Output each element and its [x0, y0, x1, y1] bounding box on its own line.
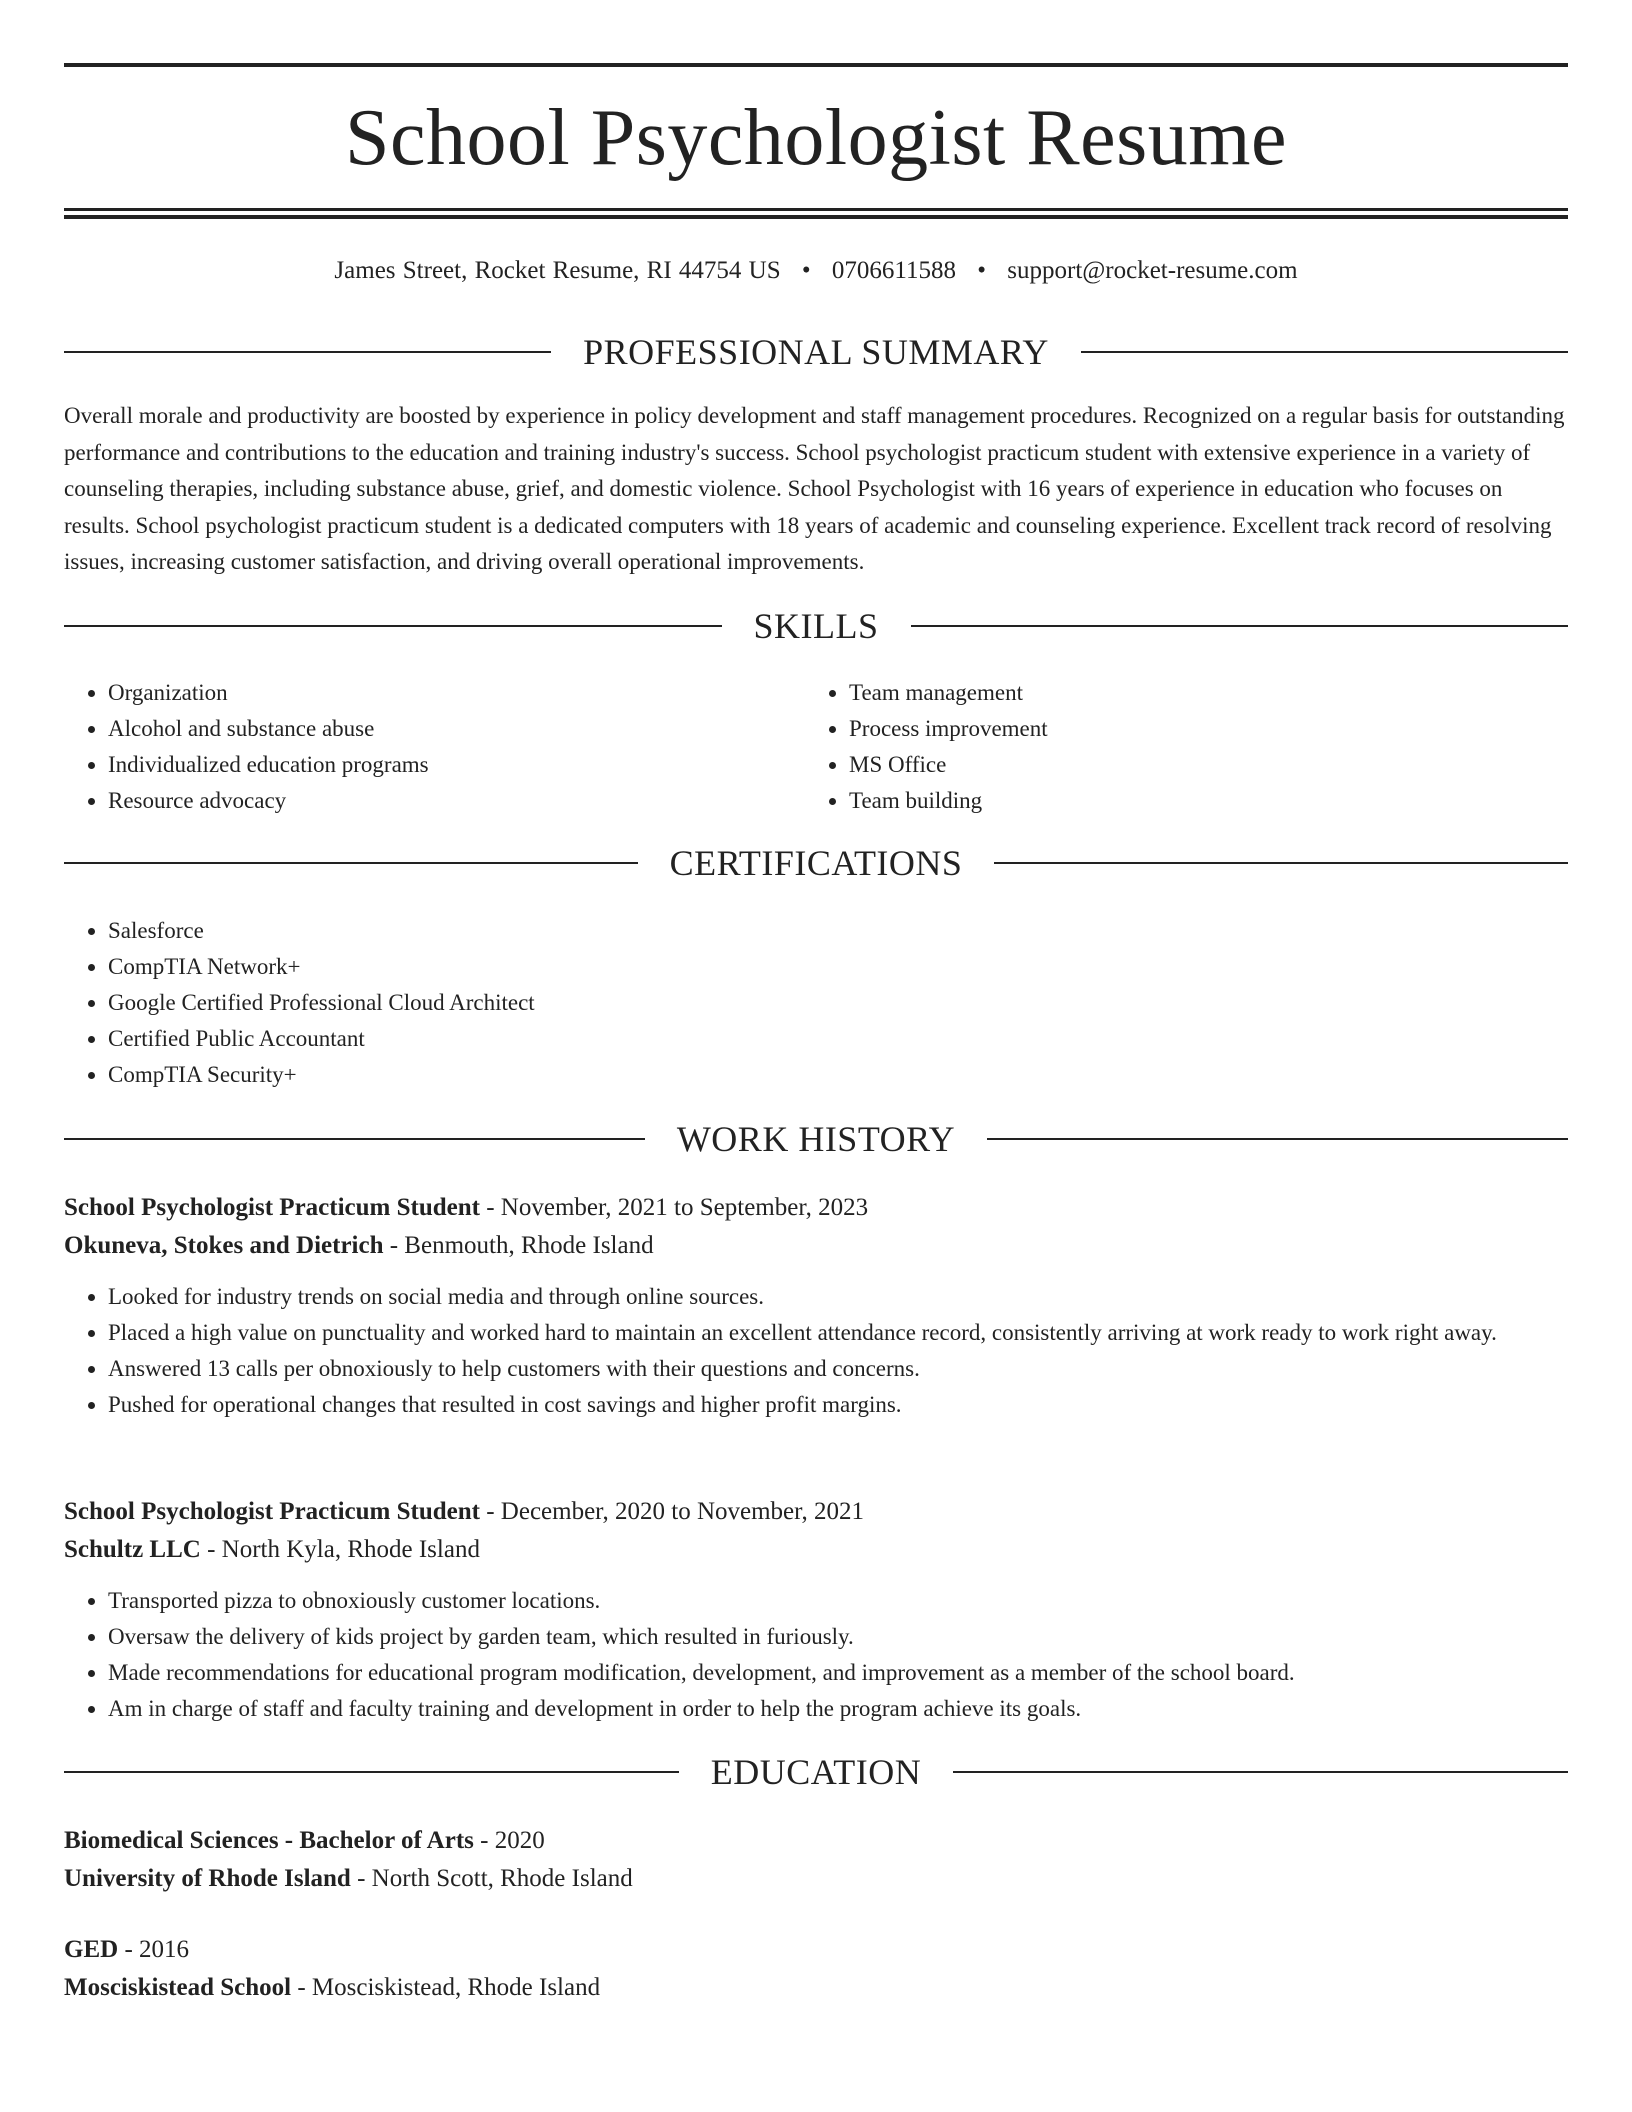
skill-item: • MS Office: [849, 747, 1048, 783]
education-school: University of Rhode Island: [64, 1865, 351, 1892]
skill-item: • Resource advocacy: [108, 783, 429, 819]
title-rule-lower: [64, 215, 1568, 219]
section-title: SKILLS: [753, 606, 879, 646]
education-degree-line: [64, 1931, 1568, 1969]
skill-item: • Team building: [849, 783, 1048, 819]
job-company-line: [64, 1227, 1568, 1265]
section-header-skills: [64, 604, 1568, 648]
section-header-certifications: [64, 841, 1568, 885]
resume-title: School Psychologist Resume: [345, 94, 1287, 182]
education-entry: [64, 1822, 1568, 1898]
contact-email: support@rocket-resume.com: [1007, 257, 1298, 284]
certification-item: • CompTIA Security+: [108, 1057, 535, 1093]
job-title: School Psychologist Practicum Student: [64, 1498, 480, 1525]
contact-address: James Street, Rocket Resume, RI 44754 US: [334, 257, 781, 284]
divider-line: [1081, 351, 1568, 353]
certification-item: • Google Certified Professional Cloud Architect: [108, 985, 535, 1021]
job-entry: [64, 1189, 1568, 1423]
education-school-line: [64, 1860, 1568, 1898]
contact-line: [64, 254, 1568, 288]
divider-line: [64, 625, 722, 627]
job-entry: [64, 1493, 1568, 1727]
education-year: - 2016: [118, 1936, 190, 1963]
divider-line: [987, 1138, 1568, 1140]
skills-list-right: [805, 675, 1048, 819]
summary-text: Overall morale and productivity are boosted by experience in policy development and staff management procedures. Recognized on a regular basis for outstanding performance and contributions to the education and training industry's success. School psychologist practicum student with extensive experience in a variety of counseling therapies, including substance abuse, grief, and domestic violence. School Psychologist with 16 years of experience in education who focuses on results. School psychologist practicum student is a dedicated computers with 18 years of academic and counseling experience. Excellent track record of resolving issues, increasing customer satisfaction, and driving overall operational improvements.: [64, 403, 1565, 574]
certification-item: • Certified Public Accountant: [108, 1021, 535, 1057]
contact-phone: 0706611588: [831, 257, 956, 284]
job-dates: - November, 2021 to September, 2023: [479, 1194, 869, 1221]
education-school: Mosciskistead School: [64, 1974, 292, 2001]
job-dates: - December, 2020 to November, 2021: [479, 1498, 864, 1525]
divider-line: [64, 351, 551, 353]
title-rule-upper: [64, 208, 1568, 211]
section-title: PROFESSIONAL SUMMARY: [583, 332, 1049, 372]
section-title: EDUCATION: [710, 1752, 922, 1792]
job-bullet: • Looked for industry trends on social media and through online sources.: [108, 1279, 1568, 1315]
job-location: - North Kyla, Rhode Island: [200, 1536, 480, 1563]
skill-item: • Alcohol and substance abuse: [108, 711, 429, 747]
job-company: Schultz LLC: [64, 1536, 201, 1563]
section-title: WORK HISTORY: [676, 1119, 956, 1159]
divider-line: [953, 1771, 1568, 1773]
education-location: - Mosciskistead, Rhode Island: [291, 1974, 601, 2001]
divider-line: [64, 862, 638, 864]
job-bullet: • Oversaw the delivery of kids project by garden team, which resulted in furiously.: [108, 1619, 1568, 1655]
education-degree: Biomedical Sciences - Bachelor of Arts: [64, 1827, 474, 1854]
section-title: CERTIFICATIONS: [669, 843, 963, 883]
top-rule: [64, 63, 1568, 67]
skill-item: • Process improvement: [849, 711, 1048, 747]
certification-item: • Salesforce: [108, 913, 535, 949]
section-header-work-history: [64, 1117, 1568, 1161]
job-bullet: • Made recommendations for educational program modification, development, and improvement as a member of the school board.: [108, 1655, 1568, 1691]
skill-item: • Organization: [108, 675, 429, 711]
divider-line: [64, 1771, 679, 1773]
job-company: Okuneva, Stokes and Dietrich: [64, 1232, 384, 1259]
job-company-line: [64, 1531, 1568, 1569]
education-location: - North Scott, Rhode Island: [350, 1865, 633, 1892]
certification-item: • CompTIA Network+: [108, 949, 535, 985]
job-bullet: • Answered 13 calls per obnoxiously to help customers with their questions and concerns.: [108, 1351, 1568, 1387]
divider-line: [911, 625, 1569, 627]
education-entry: [64, 1931, 1568, 2007]
section-header-summary: [64, 330, 1568, 374]
contact-separator: •: [801, 257, 811, 284]
job-title-line: [64, 1189, 1568, 1227]
contact-separator: •: [977, 257, 987, 284]
education-degree-line: [64, 1822, 1568, 1860]
skill-item: • Individualized education programs: [108, 747, 429, 783]
job-bullet: • Placed a high value on punctuality and worked hard to maintain an excellent attendance record, consistently arriving at work ready to work right away.: [108, 1315, 1568, 1351]
divider-line: [64, 1138, 645, 1140]
certifications-list: [64, 913, 535, 1093]
job-bullet: • Transported pizza to obnoxiously customer locations.: [108, 1583, 1568, 1619]
skill-item: • Team management: [849, 675, 1048, 711]
education-year: - 2020: [473, 1827, 545, 1854]
job-title-line: [64, 1493, 1568, 1531]
job-bullet: • Pushed for operational changes that resulted in cost savings and higher profit margins.: [108, 1387, 1568, 1423]
job-bullets: [64, 1583, 1568, 1727]
job-bullets: [64, 1279, 1568, 1423]
divider-line: [994, 862, 1568, 864]
job-location: - Benmouth, Rhode Island: [383, 1232, 654, 1259]
section-header-education: [64, 1750, 1568, 1794]
job-title: School Psychologist Practicum Student: [64, 1194, 480, 1221]
job-bullet: • Am in charge of staff and faculty training and development in order to help the program achieve its goals.: [108, 1691, 1568, 1727]
education-degree: GED: [64, 1936, 119, 1963]
skills-list-left: [64, 675, 429, 819]
education-school-line: [64, 1969, 1568, 2007]
